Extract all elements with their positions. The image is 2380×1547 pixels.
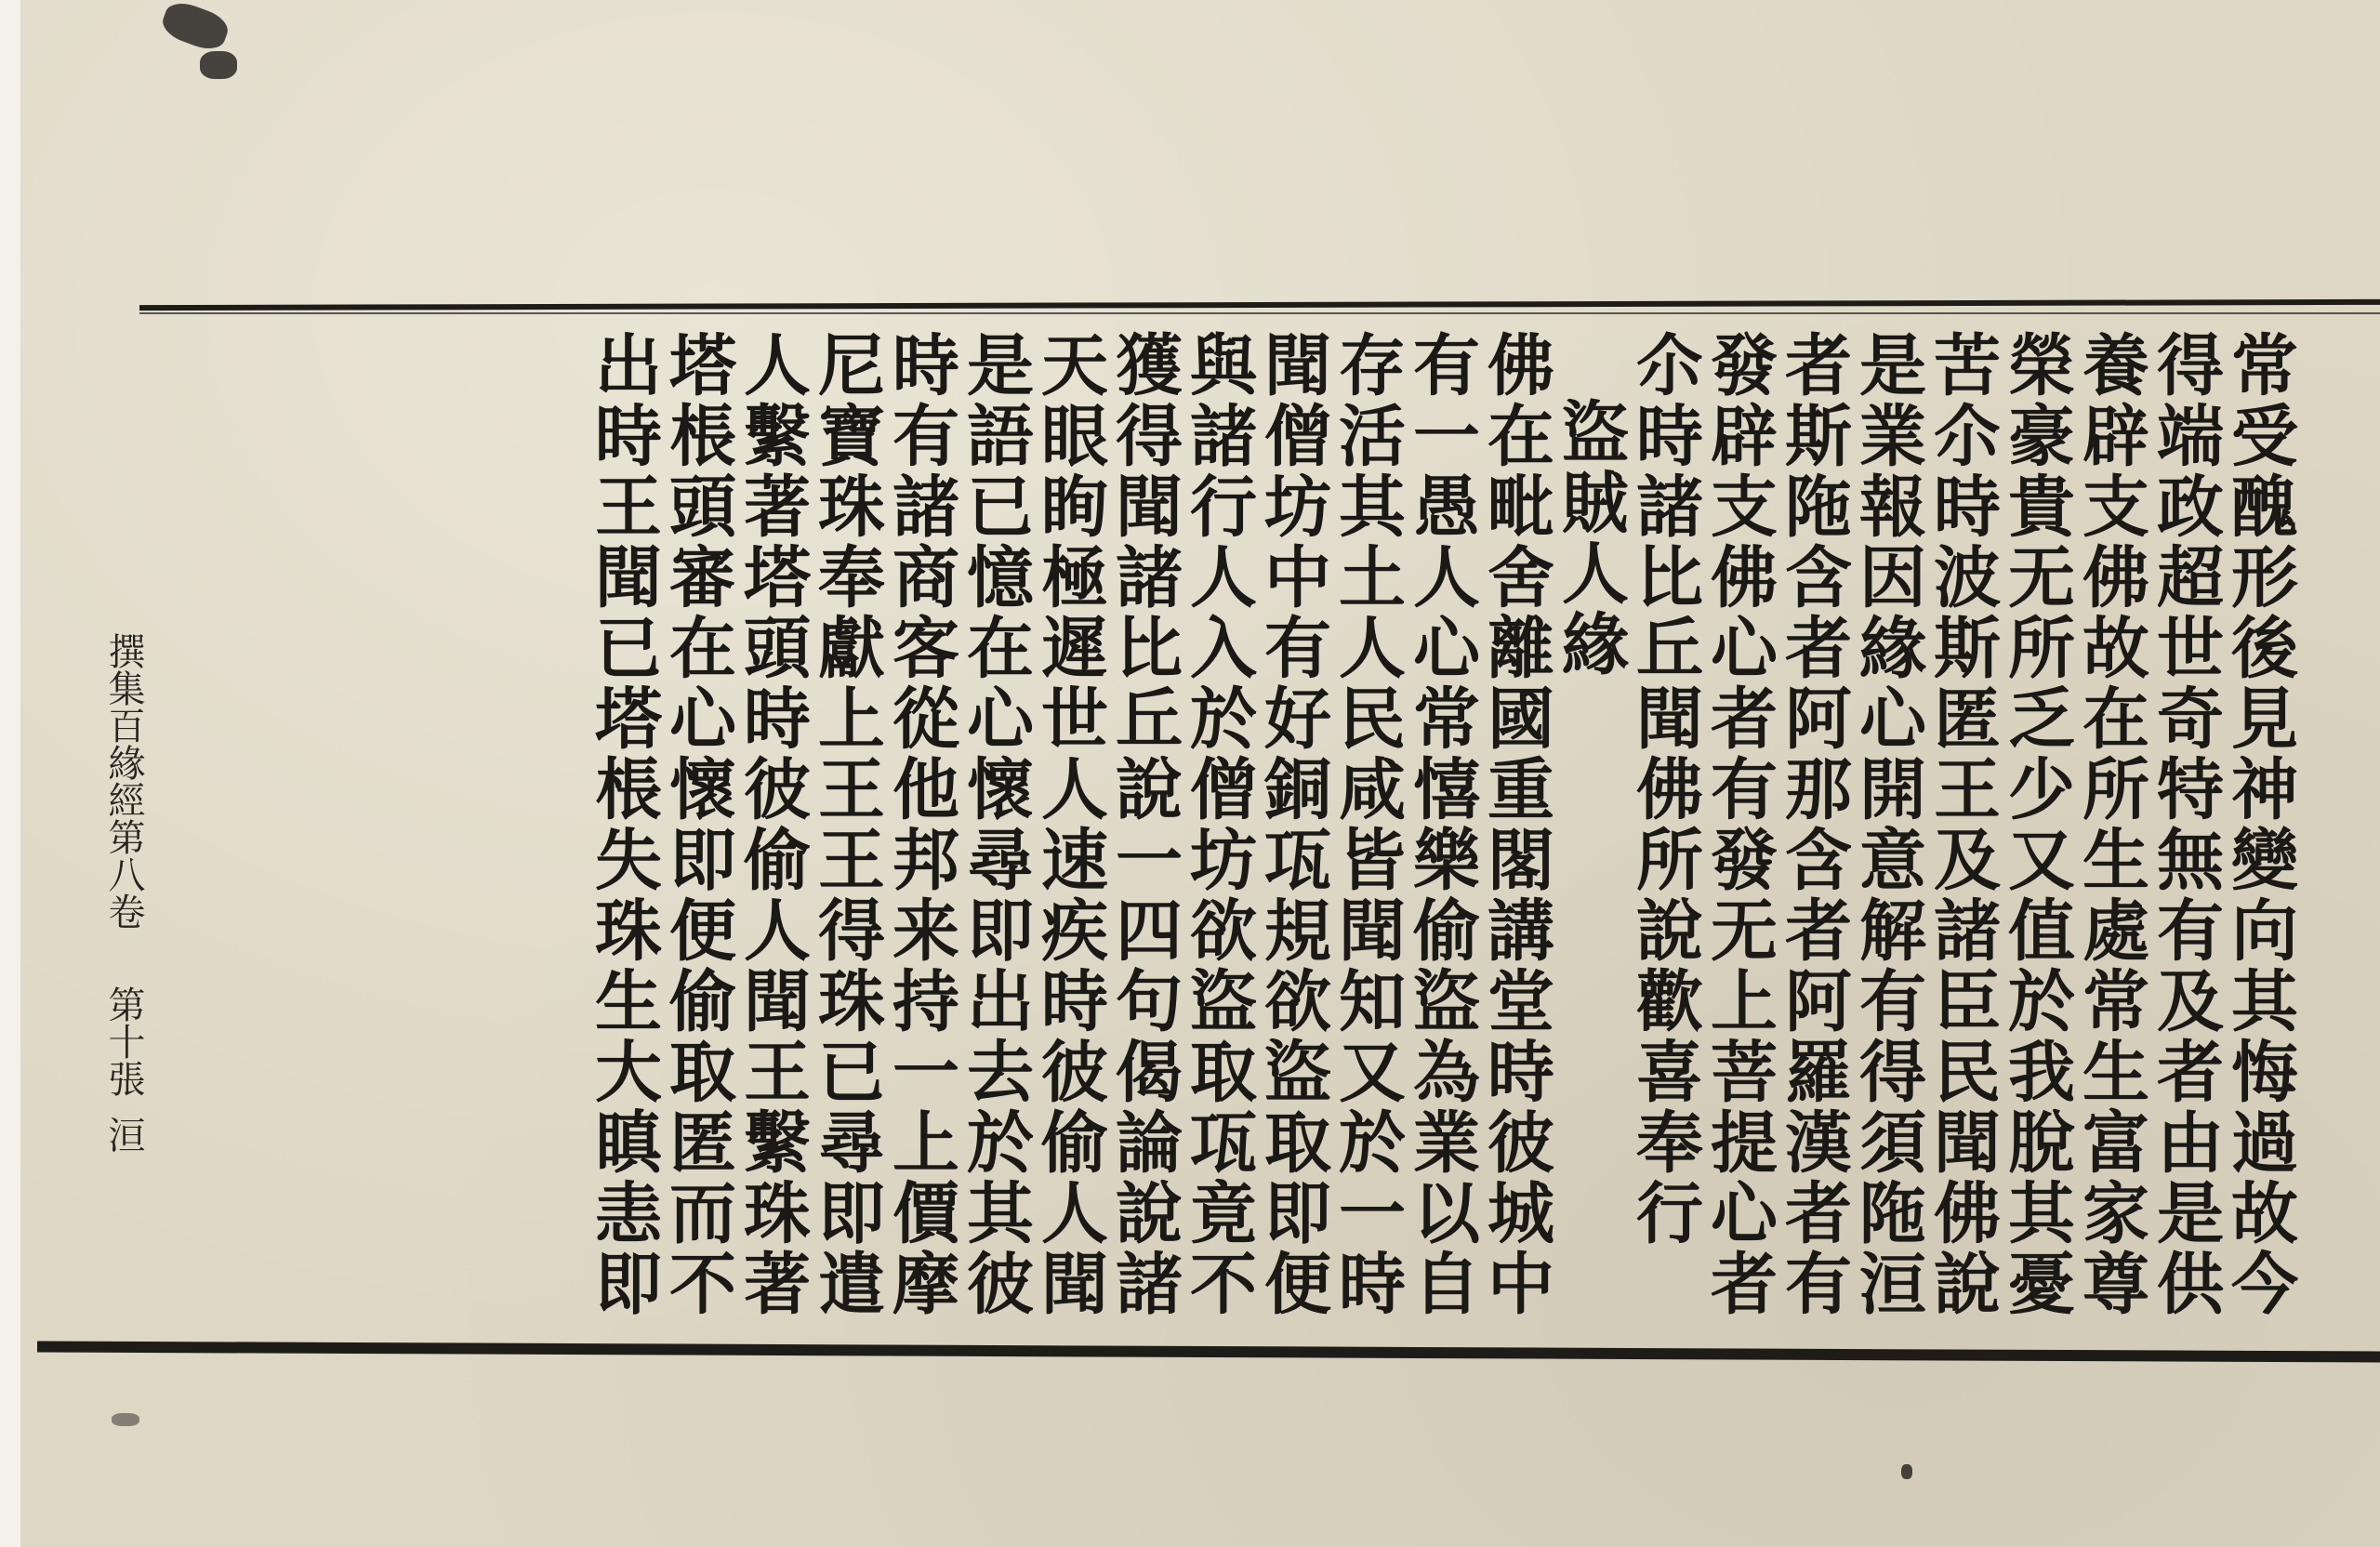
text-column: 常受醜形後見神變向其悔過故今	[2220, 330, 2299, 1319]
text-column: 得端政超世奇特無有及者由是供	[2146, 330, 2225, 1319]
main-text-block	[158, 330, 2299, 1362]
text-column: 尼寶珠奉獻上王王得珠已尋即遣	[807, 330, 886, 1319]
text-column: 天眼眴極遲世人速疾時彼偷人聞	[1030, 330, 1109, 1319]
text-column: 塔棖頭審在心懷即便偷取匿而不	[658, 330, 737, 1319]
text-column: 與諸行人入於僧坊欲盜取瓨竟不	[1179, 330, 1258, 1319]
ink-stain	[112, 1413, 139, 1426]
ink-stain	[1901, 1464, 1912, 1479]
text-column: 養辟支佛故在所生處常生富家尊	[2071, 330, 2150, 1319]
text-columns	[584, 330, 2299, 1362]
text-column: 榮豪貴无所乏少又值於我脫其憂	[1997, 330, 2076, 1319]
text-column: 有一愚人心常憘樂偷盜為業以自	[1402, 330, 1481, 1319]
text-column: 盜賊人緣	[1551, 397, 1630, 680]
colophon-title: 撰集百緣經第八卷	[102, 632, 145, 930]
text-column: 存活其土人民咸皆聞知又於一時	[1328, 330, 1407, 1319]
text-column: 尒時諸比丘聞佛所說歡喜奉行	[1625, 330, 1704, 1249]
colophon-page: 第十張	[102, 985, 145, 1097]
top-border-rule-inner	[139, 312, 2380, 314]
colophon	[100, 632, 147, 1376]
text-column: 者斯陁含者阿那含者阿羅漢者有	[1774, 330, 1853, 1319]
text-column: 是業報因緣心開意解有得須陁洹	[1848, 330, 1927, 1319]
text-column: 發辟支佛心者有發无上菩提心者	[1699, 330, 1778, 1319]
page-edge	[0, 0, 20, 1547]
text-column: 苦尒時波斯匿王及諸臣民聞佛說	[1923, 330, 2002, 1319]
ink-stain	[200, 51, 237, 79]
text-column: 人繫著塔頭時彼偷人聞王繫珠著	[733, 330, 812, 1319]
text-column: 聞僧坊中有好銅瓨規欲盜取即便	[1253, 330, 1332, 1319]
text-column: 出時王聞已塔棖失珠生大瞋恚即	[584, 330, 663, 1319]
text-column: 獲得聞諸比丘說一四句偈論說諸	[1104, 330, 1183, 1319]
colophon-mark: 洹	[102, 1116, 145, 1153]
text-column: 時有諸商客從他邦来持一上價摩	[881, 330, 960, 1319]
text-column: 是語已憶在心懷尋即出去於其彼	[956, 330, 1035, 1319]
text-column: 佛在毗舍離國重閣講堂時彼城中	[1476, 330, 1555, 1319]
